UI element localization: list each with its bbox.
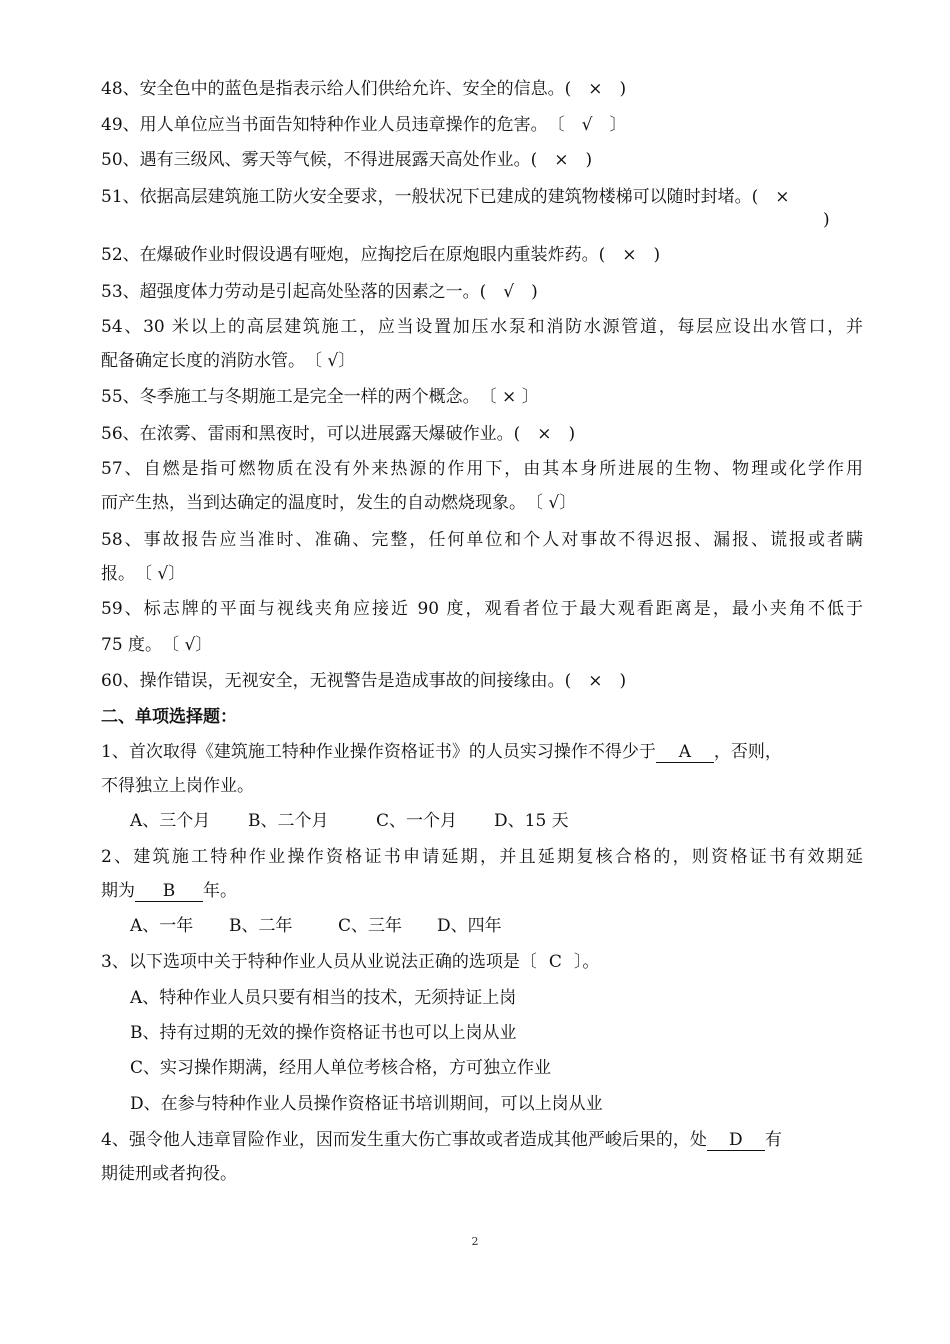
answer-mark: 〔 √〕 [526, 493, 577, 513]
tf-item-56: 56、在浓雾、雷雨和黑夜时，可以进展露天爆破作业。( × ) [101, 424, 576, 444]
answer-mark: ( √ ) [479, 282, 538, 302]
option: A、三个月 [130, 811, 211, 831]
option: C、三年 [338, 916, 403, 936]
answer-blank: B [135, 881, 203, 902]
tf-item-48: 48、安全色中的蓝色是指表示给人们供给允许、安全的信息。( × ) [101, 79, 627, 99]
answer-blank: A [656, 742, 714, 763]
answer-mark: ( × ) [598, 245, 661, 265]
mc-item-1-options [130, 811, 569, 831]
option: B、二年 [229, 916, 293, 936]
answer-mark: 〔 √〕 [162, 635, 213, 655]
mc-item-3-option-c: C、实习操作期满，经用人单位考核合格，方可独立作业 [130, 1058, 552, 1078]
mc-item-1-cont: 不得独立上岗作业。 [101, 776, 254, 796]
mc-item-4-cont: 期徒刑或者拘役。 [101, 1164, 237, 1184]
page-number: 2 [471, 1235, 479, 1248]
answer-blank: D [707, 1130, 765, 1151]
answer-mark: 〔 √〕 [305, 351, 356, 371]
tf-item-58: 58、事故报告应当准时、准确、完整，任何单位和个人对事故不得迟报、漏报、谎报或者瞒 [101, 530, 863, 550]
answer-mark: ( × ) [530, 150, 593, 170]
answer-mark: ( × [751, 187, 790, 207]
tf-item-54-cont: 配备确定长度的消防水管。〔 √〕 [101, 351, 356, 371]
option: B、二个月 [248, 811, 329, 831]
answer-mark: 〔 √〕 [135, 564, 186, 584]
tf-item-59: 59、标志牌的平面与视线夹角应接近 90 度，观看者位于最大观看距离是，最小夹角不低于 [101, 599, 863, 619]
mc-item-3-option-d: D、在参与特种作业人员操作资格证书培训期间，可以上岗从业 [130, 1094, 603, 1114]
mc-item-3-option-a: A、特种作业人员只要有相当的技术，无须持证上岗 [130, 988, 517, 1008]
tf-item-59-cont: 75 度。〔 √〕 [101, 635, 213, 655]
answer-mark: 〔 √ 〕 [547, 115, 627, 135]
mc-item-2-options [130, 916, 502, 936]
mc-item-2: 2、建筑施工特种作业操作资格证书申请延期，并且延期复核合格的，则资格证书有效期延 [101, 847, 864, 867]
answer-mark: 〔 × 〕 [479, 387, 539, 407]
tf-item-57-cont: 而产生热，当到达确定的温度时，发生的自动燃烧现象。〔 √〕 [101, 493, 577, 513]
section-heading: 二、单项选择题： [101, 707, 237, 727]
option: D、15 天 [494, 811, 569, 831]
answer-mark: C [548, 952, 562, 972]
tf-item-49: 49、用人单位应当书面告知特种作业人员违章操作的危害。〔 √ 〕 [101, 115, 627, 135]
tf-item-52: 52、在爆破作业时假设遇有哑炮，应掏挖后在原炮眼内重装炸药。( × ) [101, 245, 661, 265]
tf-item-50: 50、遇有三级风、雾天等气候，不得进展露天高处作业。( × ) [101, 150, 593, 170]
tf-item-58-cont: 报。〔 √〕 [101, 564, 186, 584]
tf-item-51: 51、依据高层建筑施工防火安全要求，一般状况下已建成的建筑物楼梯可以随时封堵。( × [101, 187, 790, 207]
mc-item-3: 3、以下选项中关于特种作业人员从业说法正确的选项是〔 C 〕。 [101, 952, 600, 972]
mc-item-3-option-b: B、持有过期的无效的操作资格证书也可以上岗从业 [130, 1023, 517, 1043]
tf-item-60: 60、操作错误，无视安全，无视警告是造成事故的间接缘由。( × ) [101, 671, 627, 691]
option: D、四年 [437, 916, 502, 936]
answer-mark: ( × ) [564, 671, 627, 691]
option: C、一个月 [376, 811, 458, 831]
mc-item-2-cont: 期为 B 年。 [101, 881, 237, 901]
tf-item-51-close: ) [823, 210, 830, 230]
option: A、一年 [130, 916, 194, 936]
answer-mark: ( × ) [513, 424, 576, 444]
tf-item-55: 55、冬季施工与冬期施工是完全一样的两个概念。〔 × 〕 [101, 387, 539, 407]
tf-item-53: 53、超强度体力劳动是引起高处坠落的因素之一。( √ ) [101, 282, 538, 302]
mc-item-1: 1、首次取得《建筑施工特种作业操作资格证书》的人员实习操作不得少于 A ，否则， [101, 742, 782, 762]
mc-item-4: 4、强令他人违章冒险作业，因而发生重大伤亡事故或者造成其他严峻后果的，处 D 有 [101, 1130, 782, 1150]
answer-mark: ( × ) [564, 79, 627, 99]
tf-item-57: 57、自燃是指可燃物质在没有外来热源的作用下，由其本身所进展的生物、物理或化学作用 [101, 459, 863, 479]
tf-item-54: 54、30 米以上的高层建筑施工，应当设置加压水泵和消防水源管道，每层应设出水管口，并 [101, 317, 863, 337]
